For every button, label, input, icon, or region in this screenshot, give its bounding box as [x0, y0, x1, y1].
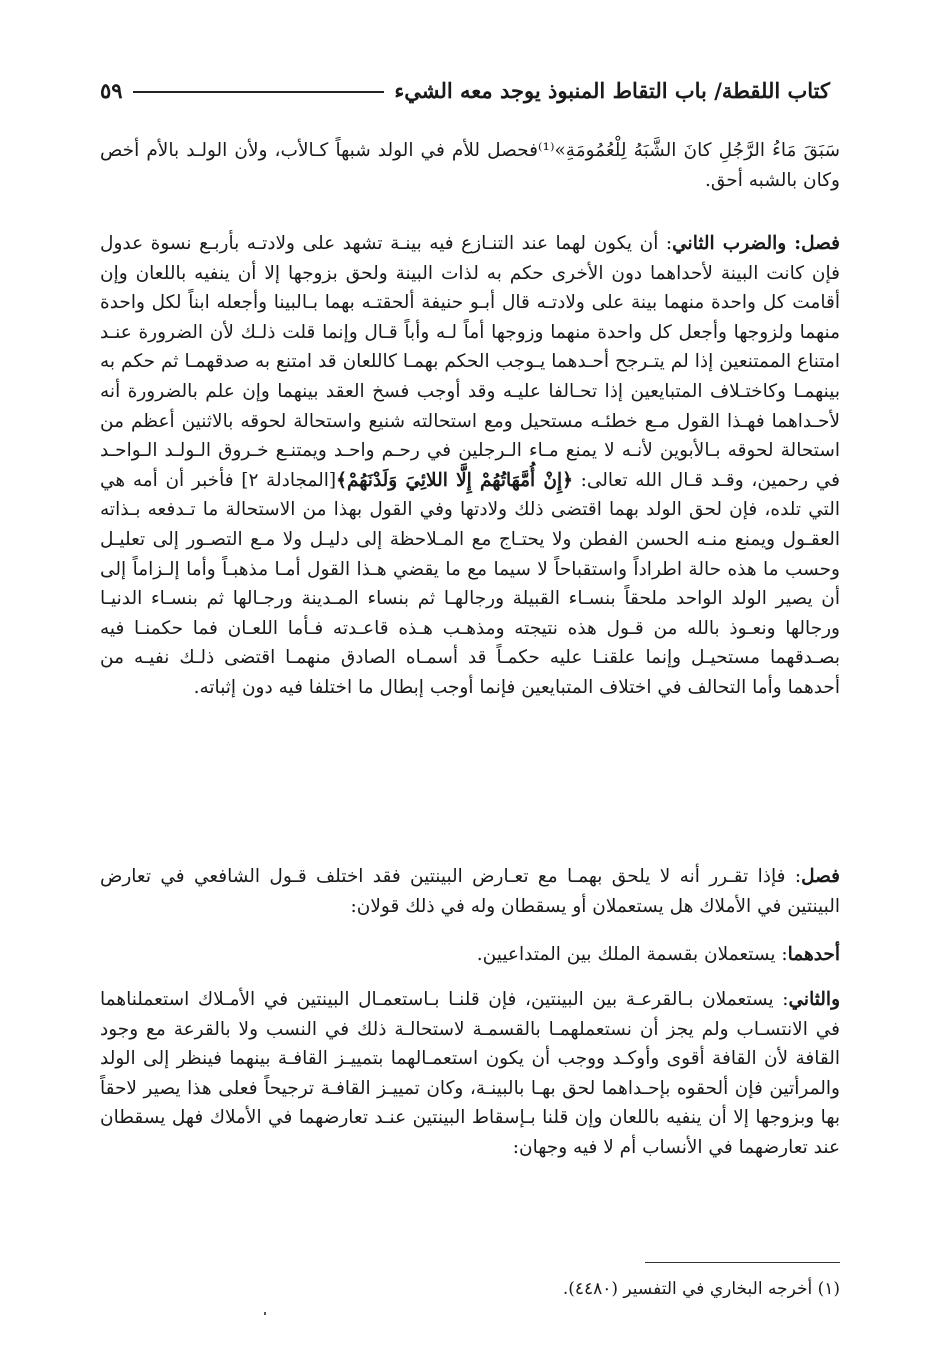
paragraph-conflicting-evidence — [100, 862, 840, 921]
paragraph-second-opinion — [100, 985, 840, 1163]
paragraph-body — [100, 985, 840, 1163]
footnote: (١) أخرجه البخاري في التفسير (٤٤٨٠). — [562, 1279, 840, 1299]
section-label: أحدهما — [787, 944, 840, 965]
paragraph-body — [100, 940, 840, 970]
paragraph-second-type — [100, 229, 840, 703]
paragraph-continuation — [100, 136, 840, 195]
running-header — [100, 70, 830, 110]
header-title: كتاب اللقطة/ باب التقاط المنبوذ يوجد معه الشيء — [394, 77, 830, 103]
paragraph-first-opinion — [100, 940, 840, 970]
quran-verse: ﴿إِنْ أُمَّهَاتُهُمْ إِلَّا اللائِيَ وَلَدْنَهُمْ﴾ — [336, 469, 573, 491]
paragraph-body — [100, 229, 840, 703]
footnote-divider — [645, 1262, 840, 1263]
print-speck — [264, 1312, 266, 1315]
header-rule — [133, 91, 385, 93]
section-label: فصل — [801, 866, 840, 887]
page-number: ٥٩ — [100, 77, 123, 103]
paragraph-body — [100, 862, 840, 921]
section-label: فصل: والضرب الثاني — [672, 233, 840, 254]
paragraph-text: : فإذا تقـرر أنه لا يلحق بهمـا مع تعـارض البينتين فقد اختلف قـول الشافعي في تعارض البينتين في الأملاك هل يستعملان أو يسقطان وله في ذلك قولان: — [100, 866, 840, 917]
section-label: والثاني — [788, 989, 840, 1010]
paragraph-text: : يستعملان بقسمة الملك بين المتداعيين. — [476, 944, 788, 965]
paragraph-text-after-verse: [المجادلة ٢] فأخبر أن أمه هي التي تلده، فإن لحق الولد بهما اقتضى ذلك ولادتها وفي القول بهذا من الاستحالة ما تـدفعه بـذاته العقـول ويمنع منـه الحسن الفطن ولا يحتـاج مع المـلاحظة إلى دليـل ولا مـع التصـور إلى تعليـل وحسب ما هذه حالة اطراداً واستقباحاً لا سيما مع ما يقضي هـذا القول أمـا مذهبـاً وأما إلـزاماً إلى أن يصير الولد الواحد ملحقاً بنسـاء القبيلة ورجالهـا ثم بنساء المـدينة ورجـالها ثم بنسـاء الدنيـا ورجالها ونعـوذ بالله من قـول هذه نتيجته ومذهـب هـذه قاعـدته فـأما اللعـان فما حكمنـا فيه بصـدقهما مستحيـل وإنما علقنـا عليه حكمـاً قد أسمـاه الصادق منهمـا اقتضى ذلـك نفيـه من أحدهما وأما التحالف في اختلاف المتبايعين فإنما أوجب إبطال ما اختلفا فيه دون إثباته. — [100, 469, 840, 698]
paragraph-text: سَبَقَ مَاءُ الرَّجُلِ كانَ الشَّبَهُ لِلْعُمُومَةِ»⁽¹⁾فحصل للأم في الولد شبهاً كـالأب، ولأن الولـد بالأم أخص وكان بالشبه أحق. — [100, 140, 841, 191]
paragraph-text: : يستعملان بـالقرعـة بين البينتين، فإن قلنـا بـاستعمـال البينتين في الأمـلاك استعملناهما في الانتسـاب ولم يجز أن نستعملهمـا بالقسمـة لاستحالـة ذلك في النسب ولا بالقرعة مع وجود القافة لأن القافة أقوى وأوكـد ووجب أن يكون استعمـالهما بتمييـز القافـة بينهما فينظر إلى الولد والمرأتين فإن ألحقوه بإحـداهما لحق بهـا بالبينـة، وكان تمييـز القافـة ترجيحاً فعلى هذا يصير لاحقاً بها وبزوجها إلا أن ينفيه باللعان وإن قلنا بـإسقاط البينتين عنـد تعارضهما في الأملاك فهل يسقطان عند تعارضهما في الأنساب أم لا فيه وجهان: — [100, 989, 840, 1158]
paragraph-text-before-verse: : أن يكون لهما عند التنـازع فيه بينـة تشهد على ولادتـه بأربـع نسوة عدول فإن كانت البينة لأحداهما دون الأخرى حكم به لذات البينة ولحق بزوجها إلا أن ينفيه باللعان وإن أقامت كل واحدة منهما بينة على ولادتـه قال أبـو حنيفة ألحقتـه بهما بـالبينا وأجعله ابناً لكل واحدة منهما ولزوجها وأجعل كل واحدة منهما وزوجها أماً لـه وأباً قـال وإنما قلت ذلـك لأن الضرورة عنـد امتناع الممتنعين إذا لم يتـرجح أحـدهما يـوجب الحكم بهمـا كاللعان قد امتنع به صدقهمـا ثم حكم به بينهمـا وكاختـلاف المتبايعين إذا تحـالفا عليـه وقد أوجب فسخ العقد بينهما وإن علم بالضرورة أنه لأحـداهما فهـذا القول مـع خطئـه مستحيل ومع استحالته شنيع واستحالة لحوقه بالاثنين أعظم من استحالة لحوقه بـالأبوين لأنـه لا يمنع مـاء الـرجلين في رحـم واحـد ويمتنـع خـروق الـولـد الـواحـد في رحمين، وقـد قـال الله تعالى: — [100, 233, 840, 491]
